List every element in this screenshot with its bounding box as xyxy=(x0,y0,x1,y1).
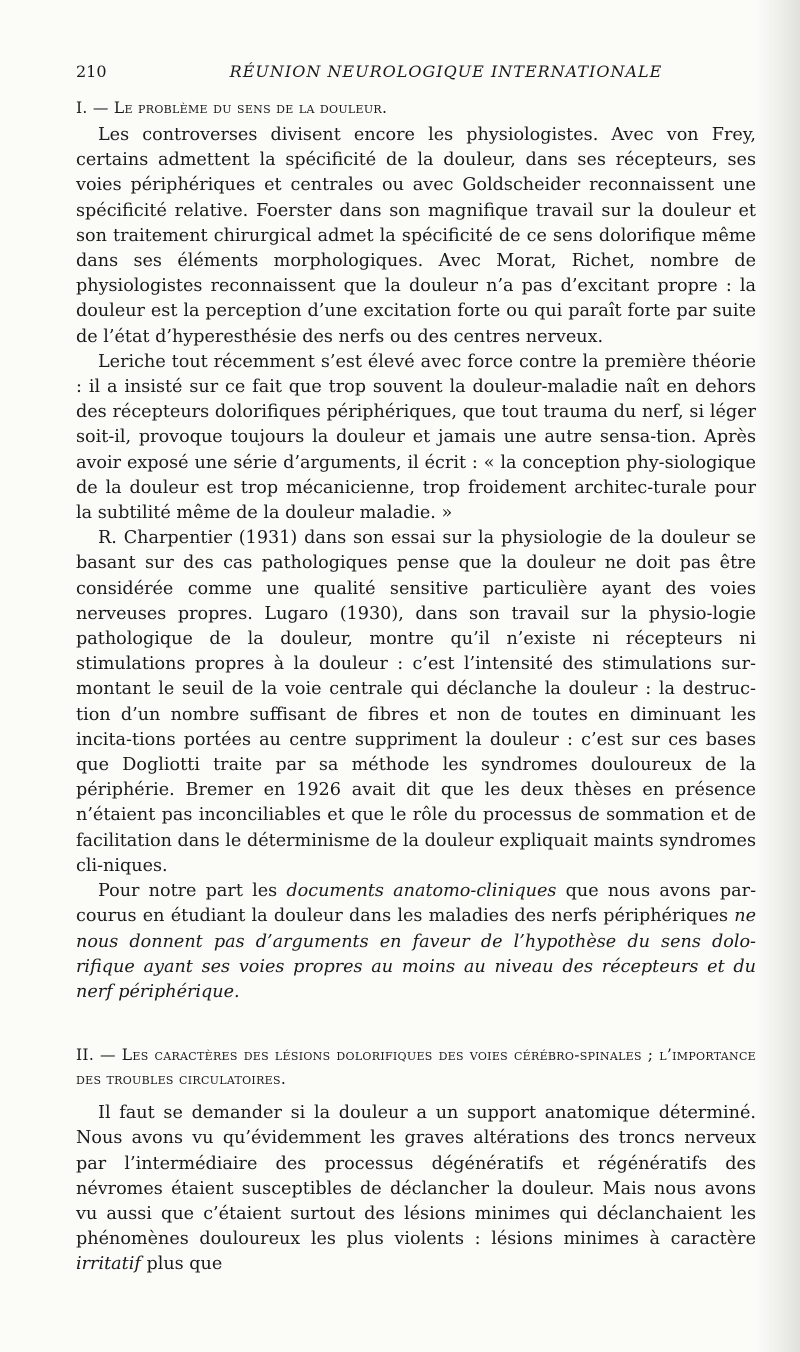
page-number: 210 xyxy=(76,62,107,81)
section-heading-1: I. — Le problème du sens de la douleur. xyxy=(76,99,388,117)
paragraph-4-mid: que nous avons par-courus en étudiant la douleur dans les maladies des nerfs périphériques xyxy=(76,881,757,927)
paragraph-4-start: Pour notre part les xyxy=(98,881,278,902)
paragraph-4-italic-2: ne nous donnent pas d’arguments en faveur de l’hypothèse du sens dolo-rifique ayant ses voies propres au moins au niveau des récepteurs et du nerf périphérique. xyxy=(76,906,757,1002)
paragraph-5 xyxy=(76,1101,756,1277)
paragraph-4 xyxy=(76,879,756,1005)
paragraph-1: Les controverses divisent encore les physiologistes. Avec von Frey, certains admettent la spécificité de la douleur, dans ses récepteurs, ses voies périphériques et centrales ou avec Goldscheider reconnaissent une spécificité relative. Foerster dans son magnifique travail sur la douleur et son traitement chirurgical admet la spécificité de ce sens dolorifique même dans ses éléments morphologiques. Avec Morat, Richet, nombre de physiologistes reconnaissent que la douleur n’a pas d’excitant propre : la douleur est la perception d’une excitation forte ou qui paraît forte par suite de l’état d’hyperesthésie des nerfs ou des centres nerveux. xyxy=(76,125,756,347)
paragraph-4-italic-1: documents anatomo-cliniques xyxy=(286,881,557,902)
page-header xyxy=(76,62,756,88)
paragraph-5-text: Il faut se demander si la douleur a un support anatomique déterminé. Nous avons vu qu’évidemment les graves altérations des troncs nerveux par l’intermédiaire des processus dégénératifs et régénératifs des névromes étaient susceptibles de déclancher la douleur. Mais nous avons vu aussi que c’étaient surtout des lésions minimes qui déclanchaient les phénomènes douloureux les plus violents : lésions minimes à caractère xyxy=(76,1103,756,1250)
body-text xyxy=(76,96,756,1278)
running-title: RÉUNION NEUROLOGIQUE INTERNATIONALE xyxy=(229,62,663,81)
paragraph-5-end: plus que xyxy=(146,1254,223,1275)
paragraph-3: R. Charpentier (1931) dans son essai sur la physiologie de la douleur se basant sur des cas pathologiques pense que la douleur ne doit pas être considérée comme une qualité sensitive particulière ayant des voies nerveuses propres. Lugaro (1930), dans son travail sur la physio-logie pathologique de la douleur, montre qu’il n’existe ni récepteurs ni stimulations propres à la douleur : c’est l’intensité des stimulations sur-montant le seuil de la voie centrale qui déclanche la douleur : la destruc-tion d’un nombre suffisant de fibres et non de toutes en diminuant les incita-tions portées au centre suppriment la douleur : c’est sur ces bases que Dogliotti traite par sa méthode les syndromes douloureux de la périphérie. Bremer en 1926 avait dit que les deux thèses en présence n’étaient pas inconciliables et que le rôle du processus de sommation et de facilitation dans le déterminisme de la douleur expliquait maints syndromes cli-niques. xyxy=(76,528,756,876)
paragraph-5-italic: irritatif xyxy=(76,1254,141,1275)
page-edge-shadow xyxy=(756,0,800,1352)
section-heading-2: II. — Les caractères des lésions dolorifiques des voies cérébro-spinales ; l’importance des troubles circulatoires. xyxy=(76,1046,756,1089)
paragraph-2: Leriche tout récemment s’est élevé avec force contre la première théorie : il a insisté sur ce fait que trop souvent la douleur-maladie naît en dehors des récepteurs dolorifiques périphériques, que tout trauma du nerf, si léger soit-il, provoque toujours la douleur et jamais une autre sensa-tion. Après avoir exposé une série d’arguments, il écrit : « la conception phy-siologique de la douleur est trop mécanicienne, trop froidement architec-turale pour la subtilité même de la douleur maladie. » xyxy=(76,351,756,524)
